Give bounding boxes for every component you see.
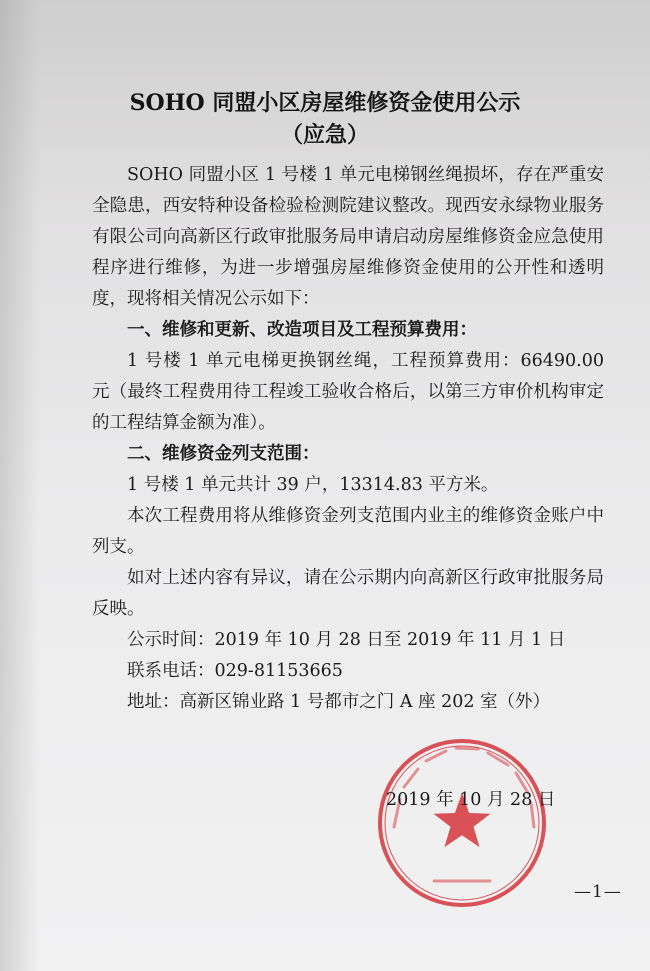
budget-paragraph: 1 号楼 1 单元电梯更换钢丝绳，工程预算费用：66490.00 元（最终工程费用待工程竣工验收合格后，以第三方审价机构审定的工程结算金额为准）。 [92,351,604,433]
scope-paragraph: 1 号楼 1 单元共计 39 户，13314.83 平方米。 [127,475,499,495]
intro-paragraph: SOHO 同盟小区 1 号楼 1 单元电梯钢丝绳损坏，存在严重安全隐患，西安特种设备检验检测院建议整改。现西安永绿物业服务有限公司向高新区行政审批服务局申请启动房屋维修资金应急使用程序进行维修，为进一步增强房屋维修资金使用的公开性和透明度，现将相关情况公示如下： [92,165,604,309]
document-subtitle: （应急） [280,122,369,148]
objection-paragraph: 如对上述内容有异议，请在公示期内向高新区行政审批服务局反映。 [92,568,604,619]
document-date: 2019 年 10 月 28 日 [386,790,556,810]
document-title: SOHO 同盟小区房屋维修资金使用公示 [129,90,521,116]
notice-period: 公示时间：2019 年 10 月 28 日至 2019 年 11 月 1 日 [127,630,566,650]
official-seal [374,735,550,911]
section-heading-1: 一、维修和更新、改造项目及工程预算费用： [127,320,477,340]
document-body [92,160,604,718]
address: 地址：高新区锦业路 1 号都市之门 A 座 202 室（外） [127,692,551,712]
page-number: —1— [574,882,622,902]
section-heading-2: 二、维修资金列支范围： [127,444,320,464]
funding-paragraph: 本次工程费用将从维修资金列支范围内业主的维修资金账户中列支。 [92,506,604,557]
contact-phone: 联系电话：029-81153665 [127,661,343,681]
